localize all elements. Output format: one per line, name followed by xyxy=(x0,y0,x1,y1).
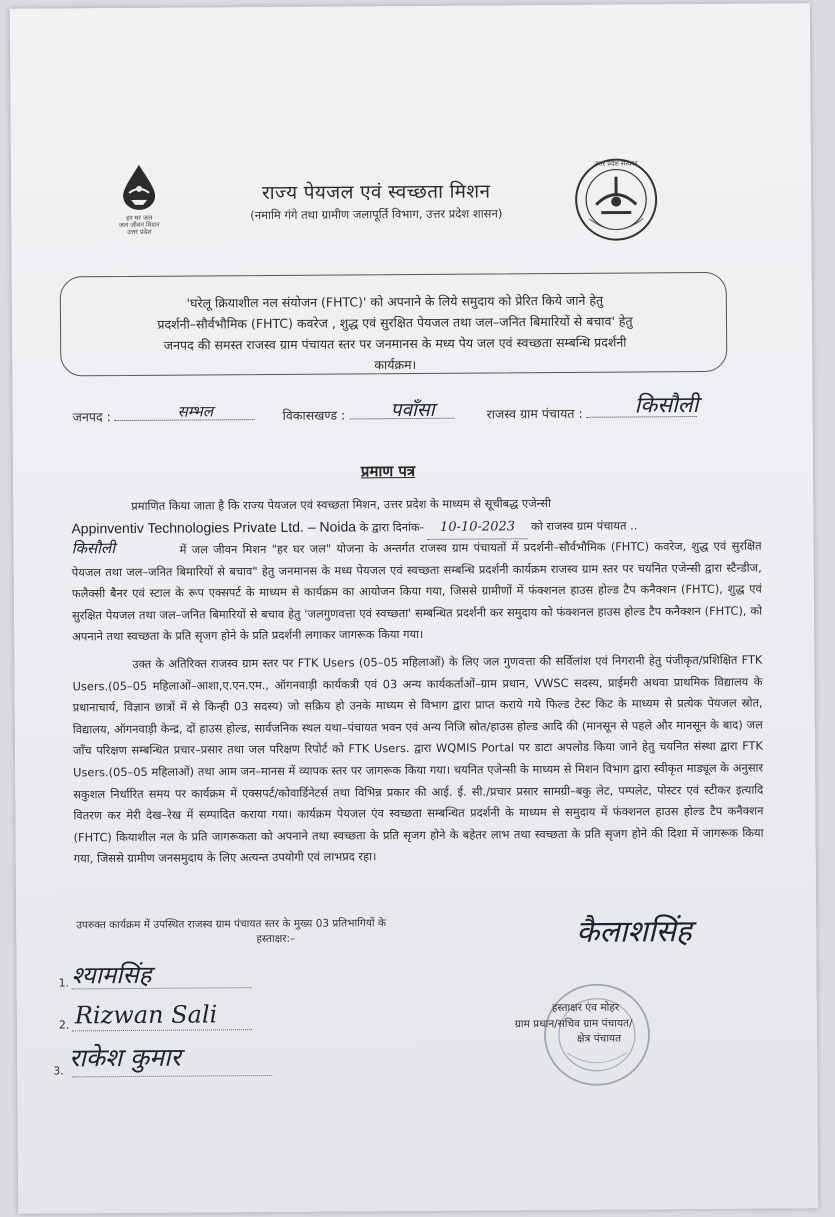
participant-2-line xyxy=(72,1029,252,1031)
participant-3-signature: राकेश कुमार xyxy=(69,1042,181,1073)
certificate-title: प्रमाण पत्र xyxy=(360,461,416,481)
signature-intro-line-1: उपरुक्त कार्यक्रम में उपस्थित राजस्व ग्राम पंचायत स्तर के मुख्य 03 प्रतिभागियों के xyxy=(76,917,387,932)
banner-line: प्रदर्शनी–सौर्वभौमिक (FHTC) कवरेज , शुद्ध एवं सुरक्षित पेयजल तथा जल–जनित बिमारियों से बचाव' हेतु xyxy=(157,313,633,332)
district-field xyxy=(73,407,255,425)
signature-intro-line-2: हस्ताक्षर:– xyxy=(256,932,296,946)
block-value: पवाँसा xyxy=(390,398,435,422)
village-handwritten: किसौली xyxy=(71,539,116,558)
logo-caption-1: हर घर जल xyxy=(126,213,153,222)
participant-1-line xyxy=(72,987,252,989)
participant-3-number: 3. xyxy=(53,1064,64,1078)
participant-2-number: 2. xyxy=(58,1018,70,1032)
block-label: विकासखण्ड : xyxy=(282,407,346,423)
district-label: जनपद : xyxy=(72,409,111,425)
paragraph-2-body: उक्त के अतिरिक्त राजस्व ग्राम स्तर पर FTK Users (05–05 महिलाओं) के लिए जल गुणवत्ता की सर्विलांश एवं निगरानी हेतु पंजीकृत/प्रशिक्षित FTK Users.(05–05 महिलाओं–आशा,ए.एन.एम., ऑगनवाड़ी कार्यकत्री एवं 03 अन्य कार्यकर्ताओं–ग्राम प्रधान, VWSC सदस्य, प्राईमरी अथवा प्राथमिक विद्यालय के प्रधानाचार्य, विज्ञान छात्रों में से किन्ही 03 सदस्य) जो सक्रिय हो उनके माध्यम से विभाग द्वारा प्राप्त कराये गये फिल्ड टेस्ट किट के माध्यम से प्रत्येक पेयजल स्रोत, विद्यालय, ऑगनवाड़ी केन्द्र, दों हाउस होल्ड, सार्वजनिक स्थल यथा–पंचायत भवन एवं अन्य निजि स्रोत/हाउस होल्ड आदि की (मानसून से पहले और मानसून के बाद) जल जाँच परिक्षण सम्बन्धित प्रचार–प्रसार तथा जल परिक्षण रिपोर्ट को FTK Users. द्वारा WQMIS Portal पर डाटा अपलोड किया जाने हेतु चयनित संस्था द्वारा FTK Users.(05–05 महिलाओं) तथा आम जन–मानस में व्यापक स्तर पर जागरूक किया गया। चयनित एजेन्सी के माध्यम से मिशन विभाग द्वारा स्वीकृत माड्यूल के अनुसार सकुशल निर्धारित समय पर कार्यक्रम में एक्सपर्ट/कोवार्डिनेटर्स तथा विभिन्न प्रकार की आई. ई. सी./प्रचार प्रसार सामग्री–बकु लेट, पम्पलेट, पोस्टर एवं स्टीकर इत्यादि वितरण कर मेरी देख–रेख में सम्पादित कराया गया। कार्यक्रम पेयजल एंव स्वच्छता सम्बन्धित प्रदर्शनी के माध्यम से समुदाय में फंक्शनल हाउस होल्ड टैप कनैक्शन (FHTC) कियाशील नल के प्रति जागरूकता को अपनाने तथा स्वच्छता के प्रति सृजग होने के बहेतर लाभ तथा स्वच्छता के प्रति सृजग होने की दिशा में जागरूक किया गया, जिससे ग्रामीण जनसमुदाय के लिए अत्यन्त उपयोगी एवं लाभप्रद रहा। xyxy=(72,652,764,866)
panchayat-value: किसौली xyxy=(634,393,699,419)
paragraph-1-line-1: प्रमाणित किया जाता है कि राज्य पेयजल एवं स्वच्छता मिशन, उत्तर प्रदेश के माध्यम से सूचीबद्ध एजेन्सी xyxy=(131,496,551,513)
emblem-seal-icon xyxy=(571,154,662,245)
sign-authority-label: ग्राम प्रधान/सचिव ग्राम पंचायत/ xyxy=(514,1017,633,1031)
paragraph-1-body: में जल जीवन मिशन "हर घर जल" योजना के अन्तर्गत राजस्व ग्राम पंचायतों में प्रदर्शनी–सौर्वभौमिक (FHTC) कवरेज, शुद्ध एवं सुरक्षित पेयजल तथा जल–जनित बिमारियों से बचाव" हेतु जनमानस के मध्य पेयजल एवं स्वच्छता सम्बन्धि प्रदर्शनी कार्यक्रम राजस्व ग्राम स्तर पर चयनित एजेन्सी द्वारा स्टैन्डीज, फलैक्सी बैनर एवं स्टाल के रूप एक्सपर्ट के माध्यम से कार्यक्रम का आयोजन किया गया, जिससे ग्रामीणों में फंक्शनल हाउस होल्ड टैप कनैक्शन (FHTC), शुद्ध एवं सुरक्षित पेयजल तथा जल–जनित बिमारियों से बचाव हेतु 'जलगुणवत्ता एवं स्वच्छता' सम्बन्धित प्रदर्शनी कर समुदाय को फंक्शनल हाउस होल्ड टैप कनैक्शन (FHTC), को अपनाने तथा स्वच्छता के प्रति सृजग होने के प्रति प्रदर्शनी लगाकर जागरूक किया गया। xyxy=(71,538,763,644)
emblem-caption: उत्तर प्रदेश सरकार xyxy=(594,159,638,168)
logo-caption-3: उत्तर प्रदेश xyxy=(127,227,152,236)
up-government-emblem xyxy=(571,154,662,245)
participant-2-signature: Rizwan Sali xyxy=(74,1000,218,1030)
participant-3-line xyxy=(72,1075,272,1077)
date-label: के द्वारा दिनांक- xyxy=(359,519,424,535)
banner-line: कार्यक्रम। xyxy=(374,356,417,373)
sign-and-seal-label: हस्ताक्षर एंव मोहर xyxy=(551,1001,620,1015)
pradhan-signature: कैलाशसिंह xyxy=(576,914,692,950)
panchayat-label: राजस्व ग्राम पंचायत : xyxy=(486,405,583,422)
mission-title: राज्य पेयजल एवं स्वच्छता मिशन xyxy=(261,180,491,205)
document-page xyxy=(10,3,818,1214)
agency-name: Appinventiv Technologies Private Ltd. – Noida xyxy=(71,518,357,537)
banner-line: 'घरेलू क्रियाशील नल संयोजन (FHTC)' को अपनाने के लिये समुदाय को प्रेरित किये जाने हेतु xyxy=(186,292,604,311)
date-value: 10-10-2023 xyxy=(427,516,527,539)
panchayat-label-inline: को राजस्व ग्राम पंचायत .. xyxy=(531,518,638,534)
participant-1-number: 1. xyxy=(58,976,70,990)
programme-banner-text xyxy=(70,289,721,378)
logo-caption-2: जल जीवन मिशन xyxy=(118,220,160,230)
banner-line: जनपद की समस्त राजस्व ग्राम पंचायत स्तर पर जनमानस के मध्य पेय जल एवं स्वच्छता सम्बन्धि प्रदर्शनी xyxy=(163,334,627,353)
kshetra-panchayat-label: क्षेत्र पंचायत xyxy=(576,1032,622,1045)
district-value: सम्भल xyxy=(177,402,214,421)
jal-jeevan-mission-logo xyxy=(99,163,180,239)
participant-1-signature: श्यामसिंह xyxy=(71,960,152,990)
department-subtitle: (नमामि गंगे तथा ग्रामीण जलापूर्ति विभाग, उत्तर प्रदेश शासन) xyxy=(250,206,503,223)
water-drop-icon xyxy=(119,163,159,211)
